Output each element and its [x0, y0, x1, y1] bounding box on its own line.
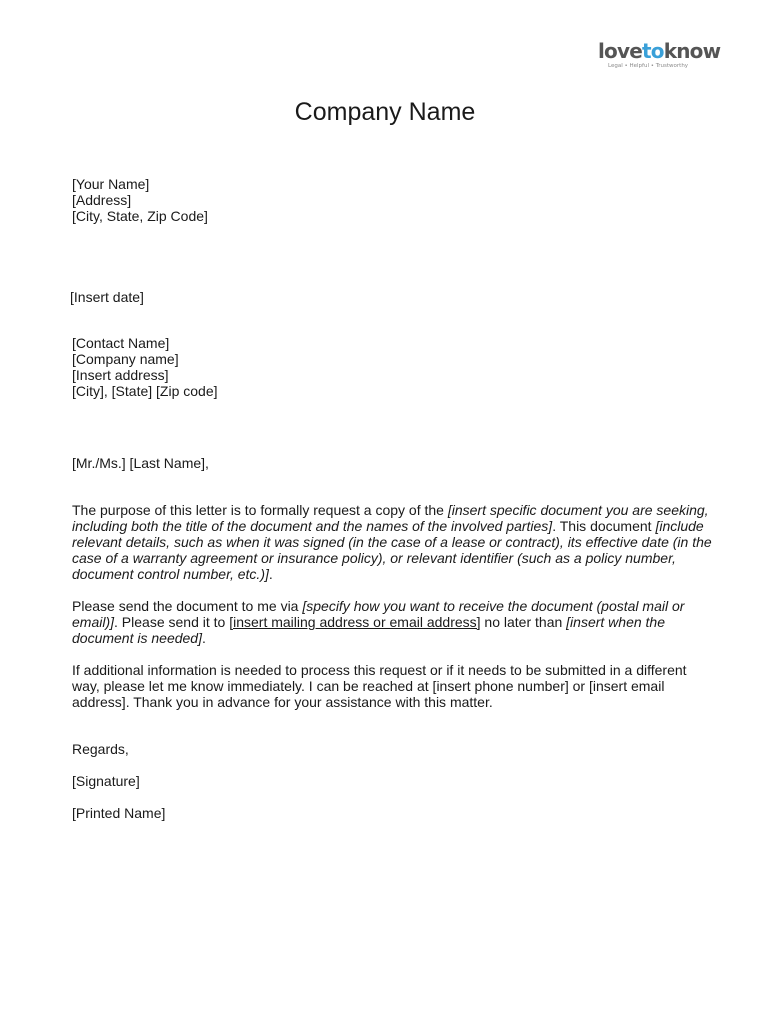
para2-text-1: Please send the document to me via: [72, 598, 303, 614]
logo-to: to: [642, 39, 664, 63]
sender-address: [Address]: [72, 192, 132, 208]
body-paragraph-request: [72, 502, 712, 582]
sender-name: [Your Name]: [72, 176, 150, 192]
para2-placeholder-address: [insert mailing address or email address]: [229, 614, 481, 630]
body-paragraph-delivery: [72, 598, 712, 646]
logo-know: know: [663, 39, 721, 63]
para1-text-3: .: [268, 566, 273, 582]
para1-placeholder-details: [include relevant details, such as when it was signed (in the case of a lease or contract), its effective date (in the case of a warranty agreement or insurance policy), or relevant identifier (such as a policy number, document control number, etc.)]: [72, 518, 712, 582]
para2-text-2: . Please send it to: [114, 614, 230, 630]
salutation: [Mr./Ms.] [Last Name],: [72, 455, 209, 471]
recipient-city: [City], [State] [Zip code]: [72, 383, 218, 399]
sender-address-block: [72, 176, 208, 224]
lovetoknow-logo: [598, 39, 721, 69]
sender-city: [City, State, Zip Code]: [72, 208, 208, 224]
para2-placeholder-method: [specify how you want to receive the document (postal mail or email)]: [72, 598, 685, 630]
para2-text-4: .: [201, 630, 206, 646]
recipient-company: [Company name]: [72, 351, 179, 367]
para1-text-1: The purpose of this letter is to formally request a copy of the: [72, 502, 448, 518]
para2-placeholder-deadline: [insert when the document is needed]: [72, 614, 666, 646]
recipient-contact: [Contact Name]: [72, 335, 170, 351]
logo-tagline: Legal • Helpful • Trustworthy: [608, 63, 689, 69]
logo-wordmark: [598, 39, 721, 63]
body-paragraph-contact: If additional information is needed to process this request or if it needs to be submitted in a different way, please let me know immediately. I can be reached at [insert phone number] or [insert email address]. Thank you in advance for your assistance with this matter.: [72, 662, 687, 710]
logo-love: love: [598, 39, 642, 63]
signature-placeholder: [Signature]: [72, 773, 140, 789]
recipient-address: [Insert address]: [72, 367, 169, 383]
para1-text-2: . This document: [552, 518, 656, 534]
company-name-heading: Company Name: [294, 98, 476, 126]
para2-text-3: no later than: [480, 614, 567, 630]
letter-date: [Insert date]: [70, 289, 144, 305]
printed-name-placeholder: [Printed Name]: [72, 805, 166, 821]
closing: Regards,: [72, 741, 129, 757]
para1-placeholder-document: [insert specific document you are seeking, including both the title of the document and the names of the involved parties]: [72, 502, 709, 534]
recipient-address-block: [72, 335, 218, 399]
